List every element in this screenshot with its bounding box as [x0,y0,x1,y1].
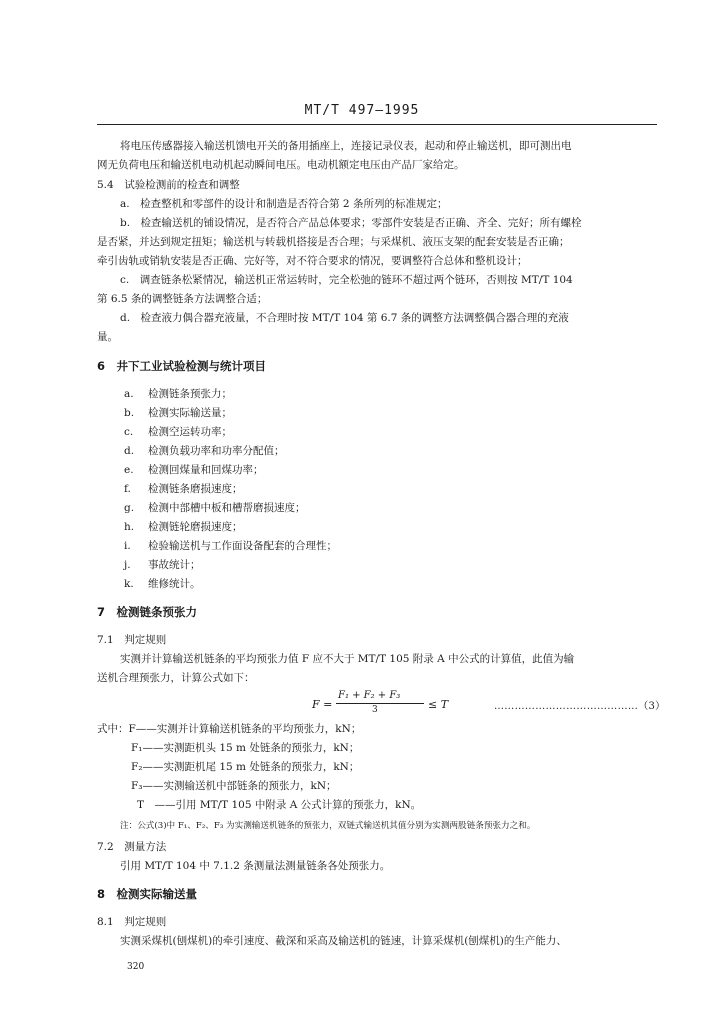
where-line-4: F₃——实测输送机中部链条的预张力，kN； [131,780,337,792]
section-7-heading: 7 检测链条预张力 [97,605,198,619]
formula-note: 注：公式(3)中 F₁、F₂、F₃ 为实测输送机链条的预张力，双链式输送机其值分别为实测两股链条预张力之和。 [120,821,536,831]
section-7-1-text-line-1: 实测并计算输送机链条的平均预张力值 F 应不大于 MT/T 105 附录 A 中公式的计算值，此值为输 [120,653,575,665]
formula-rhs: ≤ T [428,698,449,711]
header-rule [97,124,657,125]
formula-denominator: 3 [372,705,378,715]
page-number: 320 [127,962,145,972]
list-item-letter: d. [124,445,135,457]
section-5-4-item-a: a. 检查整机和零部件的设计和制造是否符合第 2 条所列的标准规定； [120,198,448,210]
list-item-text: 检测链条磨损速度； [148,483,243,495]
section-7-2-text: 引用 MT/T 104 中 7.1.2 条测量法测量链条各处预张力。 [120,860,391,872]
list-item-text: 维修统计。 [148,578,201,590]
intro-line-1: 将电压传感器接入输送机馈电开关的备用插座上，连接记录仪表，起动和停止输送机，即可测出电 [120,140,572,152]
list-item-letter: b. [124,407,135,419]
list-item-letter: h. [124,521,135,533]
section-5-4-heading: 5.4 试验检测前的检查和调整 [97,179,240,191]
section-8-1-text-line-1: 实测采煤机(刨煤机)的牵引速度、截深和采高及输送机的链速，计算采煤机(刨煤机)的生产能力、 [120,935,567,947]
list-item-text: 检测中部槽中板和槽帮磨损速度； [148,502,306,514]
section-5-4-item-b-line-2: 是否紧，并达到规定扭矩；输送机与转载机搭接是否合理；与采煤机、液压支架的配套安装是否正确； [97,236,570,248]
formula-lhs: F = [312,698,333,711]
list-item-text: 检测负载功率和功率分配值； [148,445,285,457]
list-item-text: 检测实际输送量； [148,407,232,419]
where-line-5: T ——引用 MT/T 105 中附录 A 公式计算的预张力，kN。 [137,799,422,811]
list-item-letter: a. [124,388,134,400]
list-item-text: 检验输送机与工作面设备配套的合理性； [148,540,337,552]
list-item-text: 检测空运转功率； [148,426,232,438]
formula-numerator: F₁ + F₂ + F₃ [338,690,401,701]
fraction-bar [336,703,424,704]
list-item-text: 检测链条预张力； [148,388,232,400]
formula-number: ……………………………………（3） [494,701,666,712]
section-5-4-item-b-line-1: b. 检查输送机的铺设情况，是否符合产品总体要求；零部件安装是否正确、齐全、完好；所有螺栓 [120,217,582,229]
section-5-4-item-c-line-1: c. 调查链条松紧情况，输送机正常运转时，完全松弛的链环不超过两个链环，否则按 MT/T 104 [120,274,573,286]
where-line-1: 式中：F——实测并计算输送机链条的平均预张力，kN； [97,723,362,735]
list-item-text: 检测回煤量和回煤功率； [148,464,264,476]
section-8-1-heading: 8.1 判定规则 [97,916,167,928]
standard-number-header: MT/T 497—1995 [304,103,420,118]
section-7-1-text-line-2: 送机合理预张力，计算公式如下： [97,672,255,684]
section-6-heading: 6 井下工业试验检测与统计项目 [97,359,266,373]
list-item-letter: e. [124,464,134,476]
section-5-4-item-b-line-3: 牵引齿轨或销轨安装是否正确、完好等，对不符合要求的情况，要调整符合总体和整机设计； [97,255,528,267]
list-item-letter: k. [124,578,134,590]
list-item-letter: i. [124,540,131,552]
section-7-1-heading: 7.1 判定规则 [97,634,167,646]
intro-line-2: 网无负荷电压和输送机电动机起动瞬间电压。电动机额定电压由产品厂家给定。 [97,159,465,171]
list-item-letter: c. [124,426,134,438]
section-8-heading: 8 检测实际输送量 [97,887,198,901]
list-item-letter: g. [124,502,135,514]
section-5-4-item-c-line-2: 第 6.5 条的调整链条方法调整合适； [97,293,268,305]
section-5-4-item-d-line-2: 量。 [97,331,118,343]
list-item-text: 检测链轮磨损速度； [148,521,243,533]
where-line-2: F₁——实测距机头 15 m 处链条的预张力，kN； [131,742,360,754]
section-7-2-heading: 7.2 测量方法 [97,841,167,853]
list-item-letter: j. [124,559,131,571]
list-item-text: 事故统计； [148,559,201,571]
section-5-4-item-d-line-1: d. 检查液力偶合器充液量，不合理时按 MT/T 104 第 6.7 条的调整方法调整偶合器合理的充液 [120,312,569,324]
list-item-letter: f. [124,483,131,495]
where-line-3: F₂——实测距机尾 15 m 处链条的预张力，kN； [131,761,360,773]
